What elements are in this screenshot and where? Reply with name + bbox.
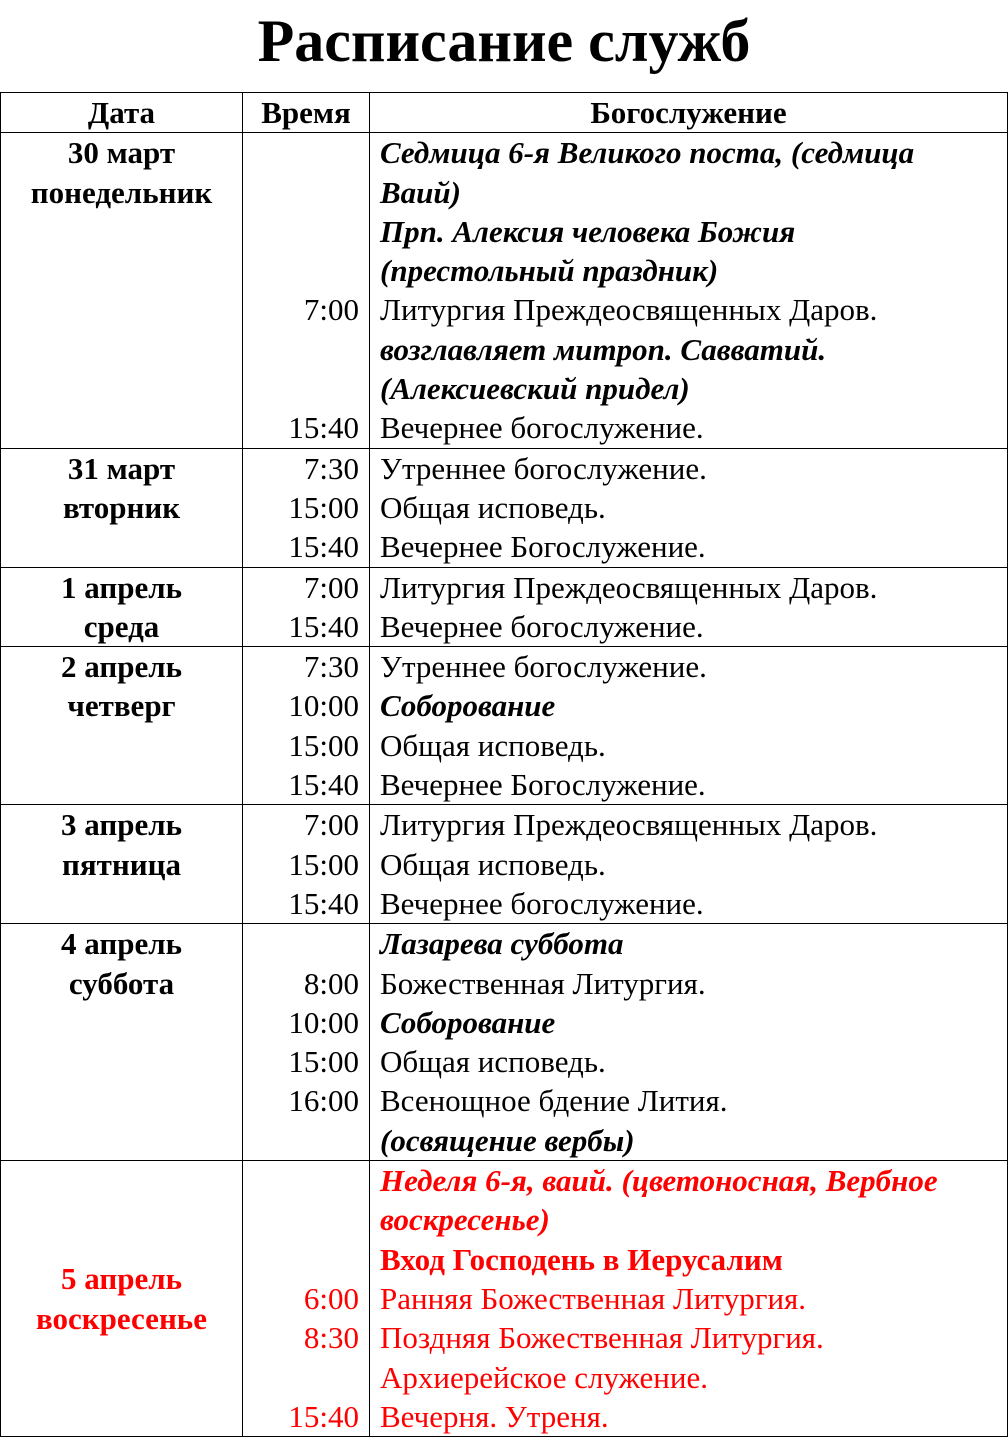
day-services-cell [370,567,1008,647]
service-name: Вечернее богослужение. [380,608,704,644]
schedule-body [1,133,1008,1437]
service-time: 8:30 [303,1320,359,1356]
service-name: Поздняя Божественная Литургия. [380,1320,824,1356]
day-services-cell [370,1161,1008,1437]
service-name: Общая исповедь. [380,727,606,763]
day-date: 4 апрель [61,926,182,962]
day-services-cell [370,924,1008,1161]
service-time: 7:30 [303,649,359,685]
service-name: возглавляет митроп. Савватий. [380,331,827,367]
service-time [243,924,359,963]
header-service: Богослужение [370,93,1008,133]
day-times-cell [243,924,370,1161]
day-date: 3 апрель [61,807,182,843]
service-name: Архиерейское служение. [380,1359,708,1395]
day-row [1,567,1008,647]
service-time [243,1121,359,1160]
service-name: Лазарева суббота [380,926,624,962]
day-times-cell [243,448,370,567]
service-name: Общая исповедь. [380,489,606,525]
day-services-cell [370,647,1008,805]
day-weekday: среда [83,608,160,644]
day-date-cell [1,805,243,924]
service-time: 15:00 [288,727,359,763]
day-services-cell [370,133,1008,448]
service-name: воскресенье) [380,1202,550,1238]
service-name: Общая исповедь. [380,1044,606,1080]
service-time: 8:00 [303,965,359,1001]
day-date-cell [1,567,243,647]
day-times-cell [243,133,370,448]
day-weekday: воскресенье [36,1300,207,1336]
service-name: Божественная Литургия. [380,965,706,1001]
service-time [243,212,359,251]
service-name: Вечернее Богослужение. [380,767,706,803]
day-weekday: вторник [62,489,181,525]
day-services-cell [370,805,1008,924]
service-time: 15:00 [288,846,359,882]
service-time: 7:00 [303,292,359,328]
day-date: 31 март [67,450,176,486]
service-name: Литургия Преждеосвященных Даров. [380,807,878,843]
service-name: Литургия Преждеосвященных Даров. [380,292,878,328]
service-name: Литургия Преждеосвященных Даров. [380,569,878,605]
day-date-cell [1,924,243,1161]
day-times-cell [243,567,370,647]
day-date: 1 апрель [61,569,182,605]
service-name: Седмица 6-я Великого поста, (седмица [380,135,915,171]
service-name: Всенощное бдение Лития. [380,1083,728,1119]
service-name: Вечернее богослужение. [380,410,704,446]
day-services-cell [370,448,1008,567]
service-name: Прп. Алексия человека Божия [380,213,796,249]
day-row [1,647,1008,805]
service-time [243,133,359,172]
service-time [243,1240,359,1279]
service-time [243,369,359,408]
service-time [243,1200,359,1239]
service-name: Неделя 6-я, ваий. (цветоносная, Вербное [380,1163,938,1199]
day-date: 30 март [67,135,176,171]
day-date-cell [1,133,243,448]
day-times-cell [243,647,370,805]
day-times-cell [243,805,370,924]
service-time: 15:40 [288,410,359,446]
service-name: Соборование [380,688,556,724]
day-row [1,448,1008,567]
service-time [243,330,359,369]
schedule-table [0,92,1008,1437]
service-time: 7:00 [303,807,359,843]
service-time: 16:00 [288,1083,359,1119]
day-date-cell [1,647,243,805]
service-name: Ранняя Божественная Литургия. [380,1280,807,1316]
service-name: Вечерня. Утреня. [380,1398,609,1434]
service-name: (освящение вербы) [380,1122,635,1158]
page-title: Расписание служб [257,8,751,74]
service-name: Общая исповедь. [380,846,606,882]
day-row [1,133,1008,448]
service-time: 15:40 [288,608,359,644]
service-time: 7:00 [303,569,359,605]
service-name: (престольный праздник) [380,253,719,289]
day-times-cell [243,1161,370,1437]
header-row [1,93,1008,133]
header-time: Время [243,93,370,133]
day-weekday: суббота [68,965,175,1001]
day-row [1,924,1008,1161]
service-time [243,1161,359,1200]
service-time: 6:00 [303,1280,359,1316]
day-row [1,1161,1008,1437]
service-time: 15:40 [288,529,359,565]
service-name: Утреннее богослужение. [380,450,707,486]
service-name: Утреннее богослужение. [380,649,707,685]
service-name: (Алексиевский придел) [380,371,690,407]
service-time: 15:40 [288,767,359,803]
service-name: Ваий) [380,174,461,210]
service-time: 15:00 [288,1044,359,1080]
day-weekday: понедельник [30,174,213,210]
day-weekday: четверг [67,688,176,724]
day-weekday: пятница [62,846,181,882]
day-date: 2 апрель [61,649,182,685]
service-time: 7:30 [303,450,359,486]
service-name: Вечернее богослужение. [380,885,704,921]
day-row [1,805,1008,924]
header-date: Дата [1,93,243,133]
service-time: 15:40 [288,1398,359,1434]
service-time: 15:40 [288,885,359,921]
service-time [243,251,359,290]
service-time: 10:00 [288,688,359,724]
service-name: Вечернее Богослужение. [380,529,706,565]
day-date-cell [1,1161,243,1437]
service-time [243,173,359,212]
service-name: Вход Господень в Иерусалим [380,1241,783,1277]
service-time: 10:00 [288,1004,359,1040]
service-name: Соборование [380,1004,556,1040]
day-date-cell [1,448,243,567]
day-date: 5 апрель [61,1261,182,1297]
service-time [243,1358,359,1397]
service-time: 15:00 [288,489,359,525]
